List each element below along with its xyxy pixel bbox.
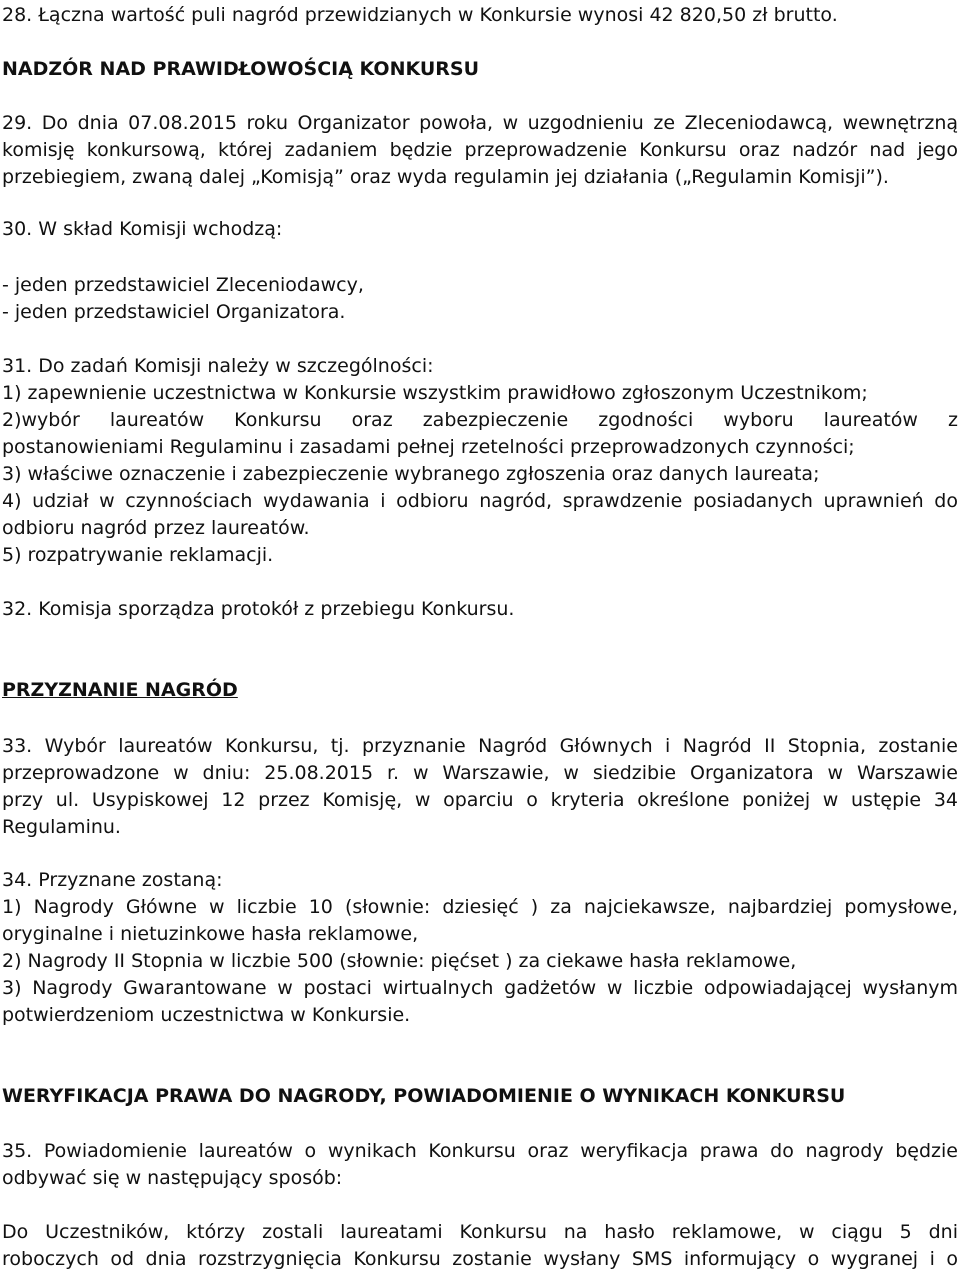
paragraph-34-line: 34. Przyznane zostaną: (2, 869, 223, 891)
paragraph-33-line: 33. Wybór laureatów Konkursu, tj. przyznanie Nagród Głównych i Nagród II Stopnia, zostanie (2, 735, 958, 757)
paragraph-28 (2, 2, 958, 29)
paragraph-30 (2, 216, 958, 243)
paragraph-33-line: przeprowadzone w dniu: 25.08.2015 r. w Warszawie, w siedzibie Organizatora w Warszawie (2, 762, 958, 784)
paragraph-notification (2, 1219, 958, 1273)
paragraph-34-line: potwierdzeniom uczestnictwa w Konkursie. (2, 1004, 411, 1026)
paragraph-31 (2, 353, 958, 569)
paragraph-notification-line: roboczych od dnia rozstrzygnięcia Konkursu zostanie wysłany SMS informujący o wygranej i o (2, 1248, 958, 1270)
paragraph-31-line: 5) rozpatrywanie reklamacji. (2, 544, 274, 566)
list-item: - jeden przedstawiciel Organizatora. (2, 301, 346, 323)
paragraph-33-line: Regulaminu. (2, 816, 121, 838)
paragraph-31-line: 31. Do zadań Komisji należy w szczególności: (2, 355, 434, 377)
paragraph-31-line: 4) udział w czynnościach wydawania i odbioru nagród, sprawdzenie posiadanych uprawnień do (2, 490, 958, 512)
paragraph-31-line: odbioru nagród przez laureatów. (2, 517, 310, 539)
paragraph-33 (2, 733, 958, 841)
list-item: - jeden przedstawiciel Zleceniodawcy, (2, 274, 364, 296)
paragraph-34-line: 2) Nagrody II Stopnia w liczbie 500 (słownie: pięćset ) za ciekawe hasła reklamowe, (2, 950, 797, 972)
paragraph-34-line: 3) Nagrody Gwarantowane w postaci wirtualnych gadżetów w liczbie odpowiadającej wysłanym (2, 977, 958, 999)
committee-members-list (2, 272, 958, 326)
paragraph-31-line: postanowieniami Regulaminu i zasadami pełnej rzetelności przeprowadzonych czynności; (2, 436, 855, 458)
paragraph-29 (2, 110, 958, 191)
section-heading-oversight (2, 56, 958, 83)
paragraph-32 (2, 596, 958, 623)
paragraph-35 (2, 1138, 958, 1192)
section-heading-awards-text: PRZYZNANIE NAGRÓD (2, 679, 238, 701)
section-heading-awards (2, 677, 958, 704)
paragraph-35-line: 35. Powiadomienie laureatów o wynikach Konkursu oraz weryfikacja prawa do nagrody będzie (2, 1140, 958, 1162)
section-heading-verification (2, 1083, 958, 1110)
paragraph-notification-line: Do Uczestników, którzy zostali laureatami Konkursu na hasło reklamowe, w ciągu 5 dni (2, 1221, 958, 1243)
section-heading-verification-text: WERYFIKACJA PRAWA DO NAGRODY, POWIADOMIENIE O WYNIKACH KONKURSU (2, 1085, 846, 1107)
paragraph-30-text: 30. W skład Komisji wchodzą: (2, 218, 283, 240)
paragraph-34-line: 1) Nagrody Główne w liczbie 10 (słownie: dziesięć ) za najciekawsze, najbardziej pomysłowe, (2, 896, 958, 918)
paragraph-31-line: 2)wybór laureatów Konkursu oraz zabezpieczenie zgodności wyboru laureatów z (2, 409, 958, 431)
paragraph-28-text: 28. Łączna wartość puli nagród przewidzianych w Konkursie wynosi 42 820,50 zł brutto. (2, 4, 838, 26)
paragraph-34-line: oryginalne i nietuzinkowe hasła reklamowe, (2, 923, 419, 945)
paragraph-29-line: przebiegiem, zwaną dalej „Komisją” oraz wyda regulamin jej działania („Regulamin Komisji”). (2, 166, 889, 188)
paragraph-33-line: przy ul. Usypiskowej 12 przez Komisję, w oparciu o kryteria określone poniżej w ustępie 34 (2, 789, 958, 811)
paragraph-34 (2, 867, 958, 1029)
paragraph-31-line: 1) zapewnienie uczestnictwa w Konkursie wszystkim prawidłowo zgłoszonym Uczestnikom; (2, 382, 868, 404)
paragraph-32-text: 32. Komisja sporządza protokół z przebiegu Konkursu. (2, 598, 515, 620)
paragraph-31-line: 3) właściwe oznaczenie i zabezpieczenie wybranego zgłoszenia oraz danych laureata; (2, 463, 820, 485)
paragraph-29-line: komisję konkursową, której zadaniem będzie przeprowadzenie Konkursu oraz nadzór nad jego (2, 139, 958, 161)
paragraph-35-line: odbywać się w następujący sposób: (2, 1167, 343, 1189)
section-heading-oversight-text: NADZÓR NAD PRAWIDŁOWOŚCIĄ KONKURSU (2, 58, 480, 80)
paragraph-29-line: 29. Do dnia 07.08.2015 roku Organizator powoła, w uzgodnieniu ze Zleceniodawcą, wewnętrzną (2, 112, 958, 134)
